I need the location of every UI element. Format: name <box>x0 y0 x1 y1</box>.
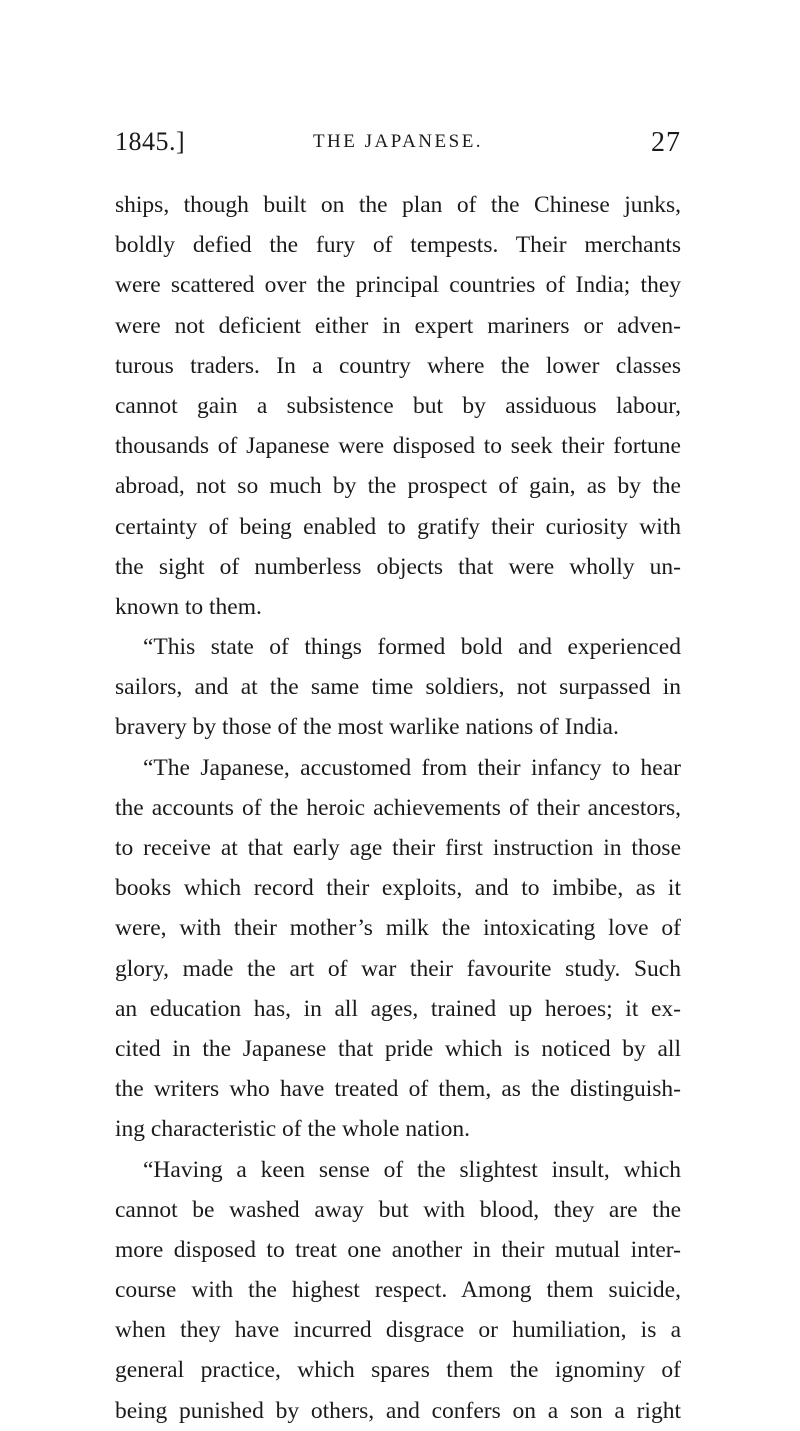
text-line-paragraph-start: “This state of things formed bold and experienced <box>143 634 681 661</box>
text-line: books which record their exploits, and to imbibe, as it <box>115 875 681 902</box>
page-number: 27 <box>651 127 681 158</box>
text-line: ships, though built on the plan of the Chinese junks, <box>115 192 681 218</box>
text-line: course with the highest respect. Among them suicide, <box>115 1277 681 1304</box>
text-line: were scattered over the principal countries of India; they <box>115 272 681 299</box>
text-line: general practice, which spares them the ignominy of <box>115 1357 681 1384</box>
text-line: boldly defied the fury of tempests. Their merchants <box>115 232 681 259</box>
text-line: were, with their mother’s milk the intoxicating love of <box>115 915 681 942</box>
body-text <box>115 185 681 1431</box>
text-line: the writers who have treated of them, as the distinguish- <box>115 1076 681 1103</box>
text-line: the accounts of the heroic achievements of their ancestors, <box>115 794 681 821</box>
text-line: cited in the Japanese that pride which is noticed by all <box>115 1035 681 1062</box>
text-line: being punished by others, and confers on a son a right <box>115 1397 681 1424</box>
text-line: when they have incurred disgrace or humiliation, is a <box>115 1317 681 1344</box>
text-line-paragraph-start: “Having a keen sense of the slightest insult, which <box>143 1156 681 1183</box>
text-line: turous traders. In a country where the lower classes <box>115 352 681 379</box>
running-head <box>115 127 681 167</box>
text-line: sailors, and at the same time soldiers, not surpassed in <box>115 674 681 701</box>
text-line: were not deficient either in expert mariners or adven- <box>115 312 681 339</box>
text-line: to receive at that early age their first instruction in those <box>115 835 681 861</box>
text-line: certainty of being enabled to gratify their curiosity with <box>115 513 681 540</box>
text-line-paragraph-end: ing characteristic of the whole nation. <box>115 1116 470 1143</box>
text-line: cannot be washed away but with blood, they are the <box>115 1196 681 1223</box>
text-line: more disposed to treat one another in their mutual inter- <box>115 1236 681 1263</box>
text-line-paragraph-end: bravery by those of the most warlike nations of India. <box>115 714 619 741</box>
text-line: glory, made the art of war their favourite study. Such <box>115 955 681 982</box>
running-head-year: 1845.] <box>115 127 186 156</box>
text-line: thousands of Japanese were disposed to seek their fortune <box>115 433 681 460</box>
text-line-paragraph-end: known to them. <box>115 593 262 620</box>
running-head-title: THE JAPANESE. <box>312 131 484 152</box>
text-line: abroad, not so much by the prospect of gain, as by the <box>115 473 681 500</box>
text-line: cannot gain a subsistence but by assiduous labour, <box>115 392 681 419</box>
text-line: the sight of numberless objects that were wholly un- <box>115 553 681 580</box>
text-line-paragraph-start: “The Japanese, accustomed from their infancy to hear <box>143 754 681 781</box>
text-line: an education has, in all ages, trained up heroes; it ex- <box>115 995 681 1022</box>
